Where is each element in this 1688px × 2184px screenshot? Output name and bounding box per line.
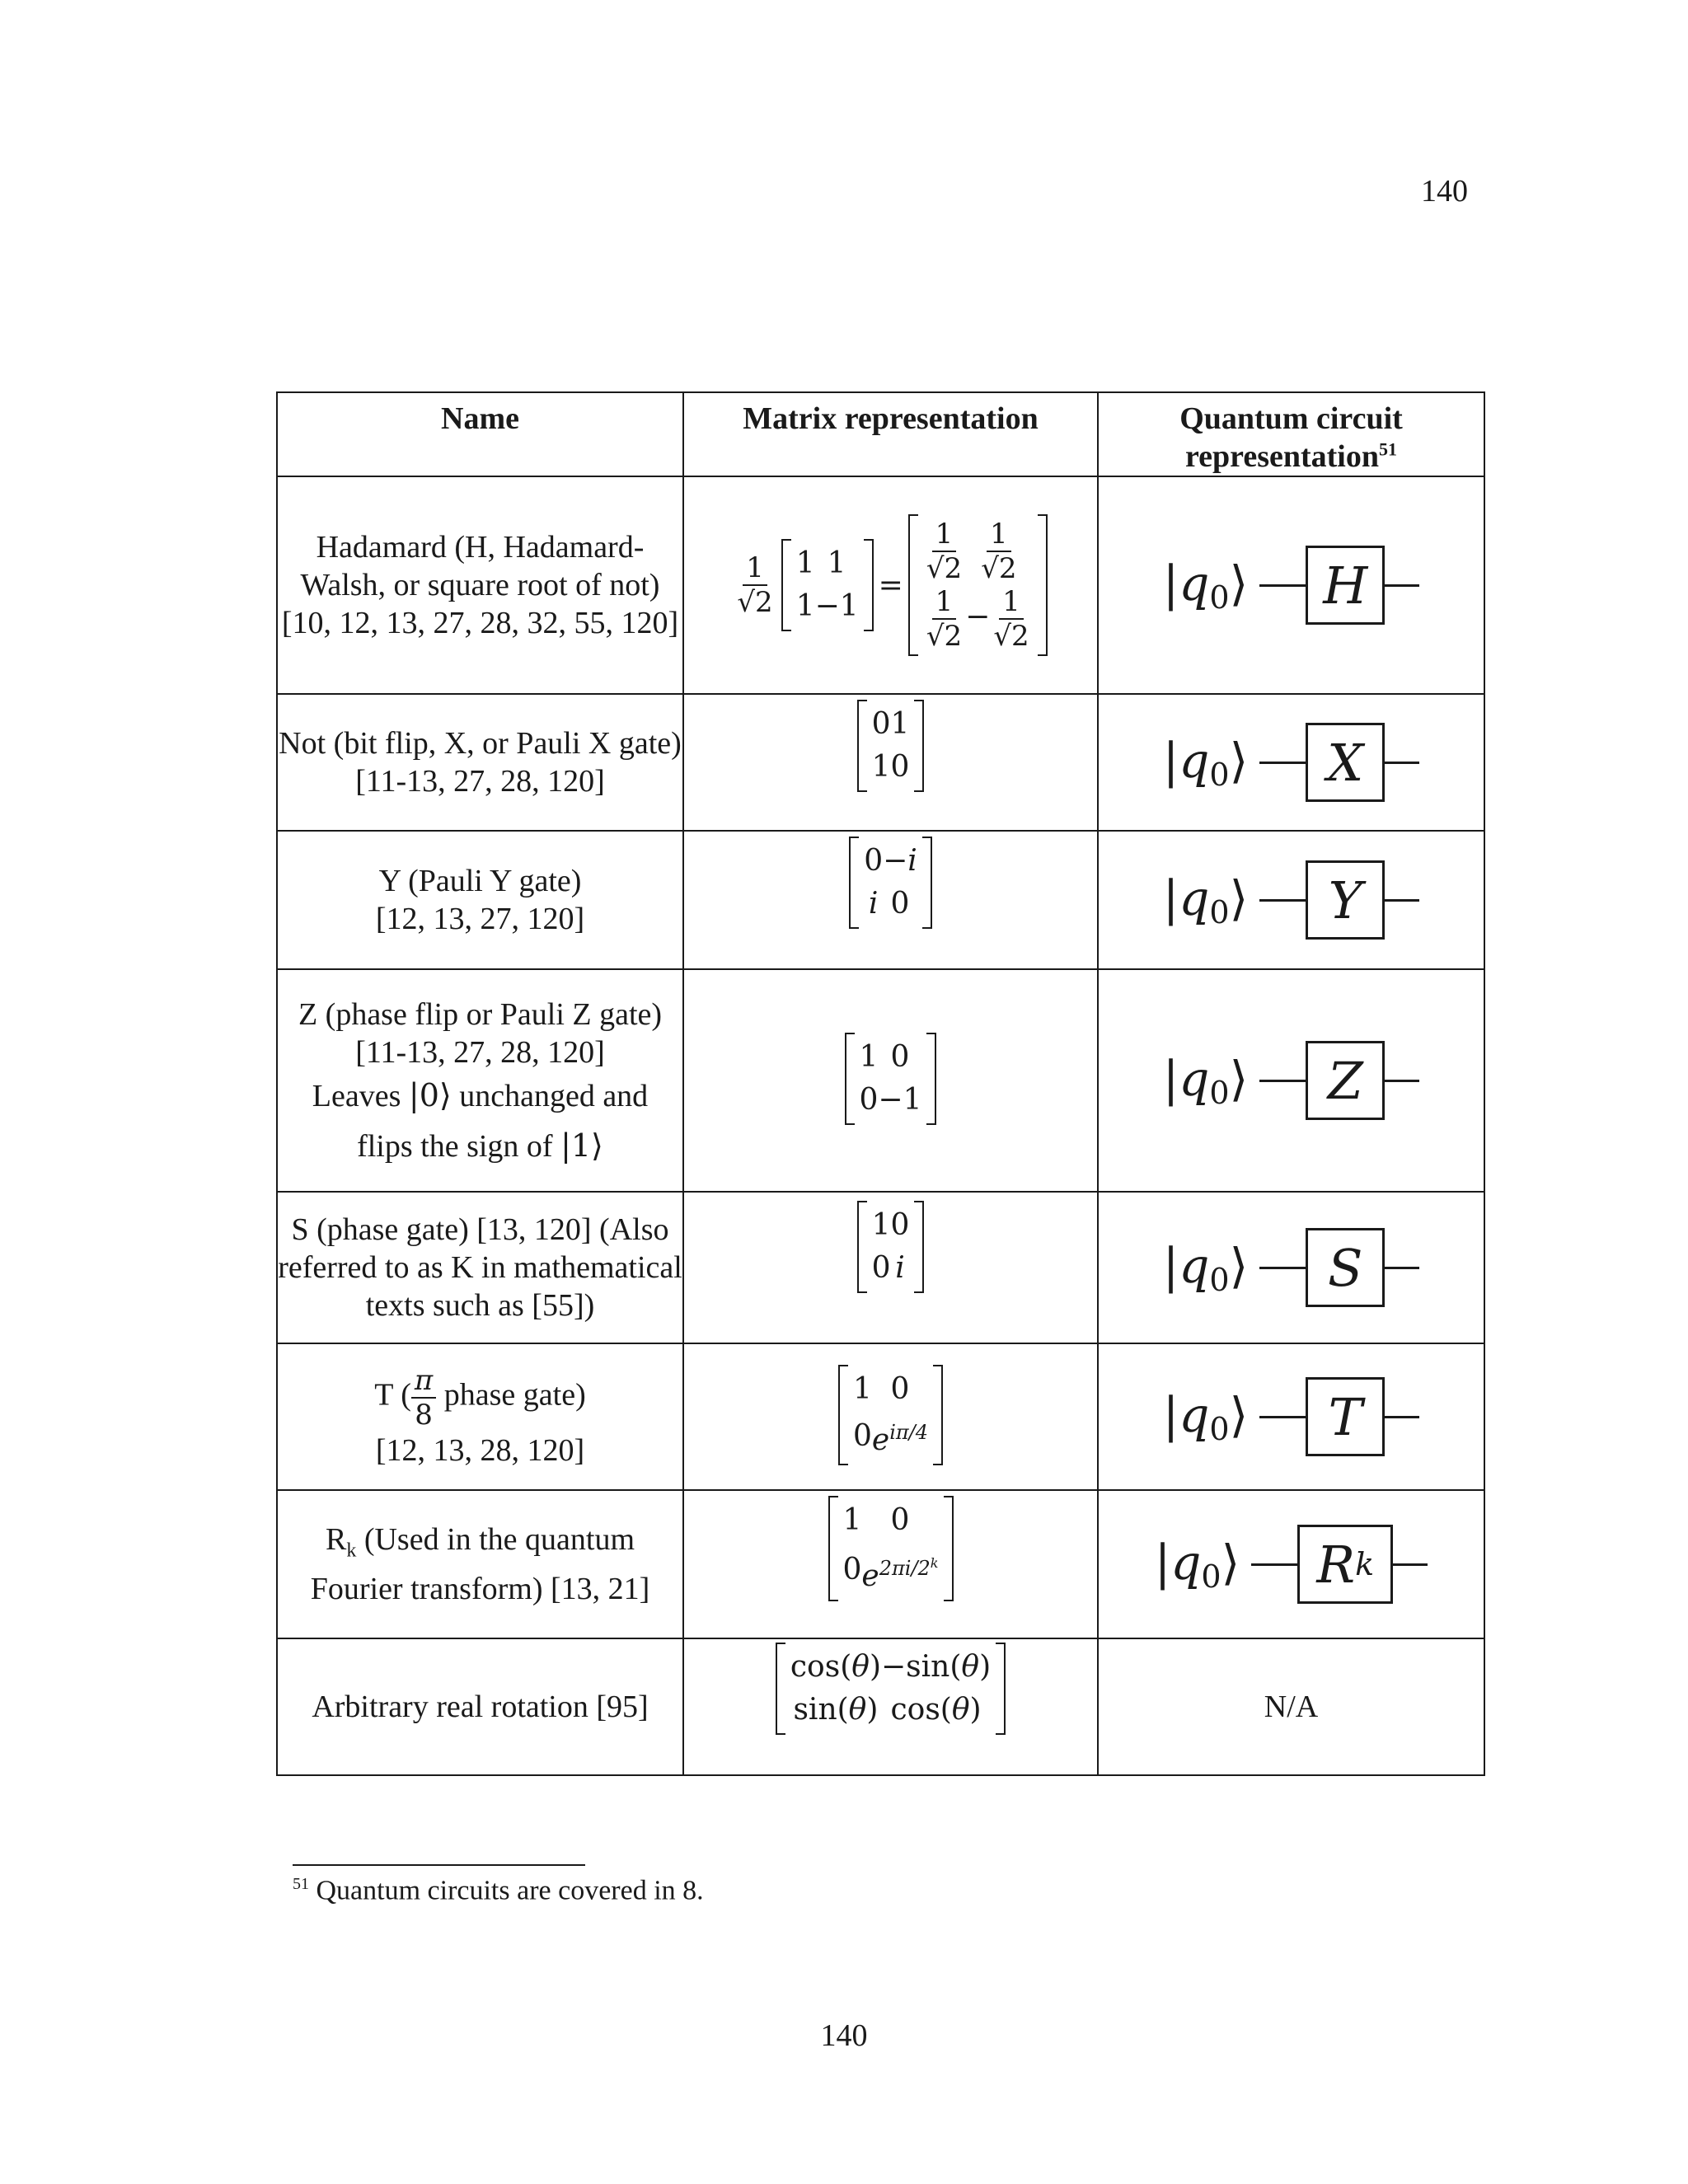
circuit-t: $|q_0⟩$ T: [1098, 1343, 1484, 1490]
footnote-number: 51: [293, 1875, 309, 1893]
circuit-y: $|q_0⟩$ Y: [1098, 831, 1484, 969]
gate-name-rk: $R_k$ (Used in the quantum Fourier transform) [13, 21]: [277, 1490, 683, 1638]
page-number-top: 140: [1421, 174, 1468, 209]
gate-name-rotation: Arbitrary real rotation [95]: [277, 1638, 683, 1775]
matrix-y: 0 −i i 0: [683, 831, 1098, 969]
gate-name-t: T ( $\frac{\pi}{8}$ phase gate) [12, 13, 28, 120]: [277, 1343, 683, 1490]
matrix-s: 1 0 0 i: [683, 1192, 1098, 1343]
footnote-mark: 51: [1379, 438, 1397, 460]
table-row: [277, 1343, 1484, 1490]
table-row: [277, 1638, 1484, 1775]
circuit-z: $|q_0⟩$ Z: [1098, 969, 1484, 1192]
header-matrix: Matrix representation: [683, 392, 1098, 476]
header-circuit-label: Quantum circuit representation: [1179, 401, 1403, 474]
footnote-divider: [293, 1864, 585, 1866]
circuit-x: $|q_0⟩$ X: [1098, 694, 1484, 831]
table-row: [277, 969, 1484, 1192]
gate-name-y: Y (Pauli Y gate) [12, 13, 27, 120]: [277, 831, 683, 969]
footnote-text: Quantum circuits are covered in 8.: [316, 1875, 704, 1906]
gate-name-z: Z (phase flip or Pauli Z gate) [11-13, 27, 28, 120] Leaves |0⟩ unchanged and flips the sign of |1⟩: [277, 969, 683, 1192]
gate-box-t: T: [1306, 1377, 1385, 1456]
gate-box-y: Y: [1306, 860, 1385, 940]
circuit-rotation-na: N/A: [1098, 1638, 1484, 1775]
table-row: [277, 831, 1484, 969]
footnote: [293, 1875, 704, 1906]
header-circuit: [1098, 392, 1484, 476]
circuit-hadamard: $|q_0⟩$ H: [1098, 476, 1484, 694]
table-row: [277, 694, 1484, 831]
header-name: Name: [277, 392, 683, 476]
matrix-rk: 1 0 0 $e^{2\pi i/2^k}$: [683, 1490, 1098, 1638]
gate-box-rk: R k: [1297, 1525, 1393, 1604]
matrix-t: 1 0 0 $e^{i\pi/4}$: [683, 1343, 1098, 1490]
gate-box-z: Z: [1306, 1041, 1385, 1120]
page-number-bottom: 140: [820, 2018, 868, 2053]
circuit-rk: $|q_0⟩$ R k: [1098, 1490, 1484, 1638]
matrix-hadamard: $\frac{1}{√2}$ 1 1 1 −1 = $\frac{1}{√2}$ $\frac{1}{√2}$ $\frac{1}{√2}$ − $\frac{1}{√2}$: [683, 476, 1098, 694]
gate-name-hadamard: Hadamard (H, Hadamard-Walsh, or square root of not) [10, 12, 13, 27, 28, 32, 55, 120]: [277, 476, 683, 694]
quantum-gates-table: [276, 391, 1485, 1776]
matrix-z: 1 0 0 −1: [683, 969, 1098, 1192]
gate-box-h: H: [1306, 546, 1385, 625]
gate-box-s: S: [1306, 1228, 1385, 1307]
circuit-s: $|q_0⟩$ S: [1098, 1192, 1484, 1343]
matrix-x: 0 1 1 0: [683, 694, 1098, 831]
table-row: [277, 1490, 1484, 1638]
gate-name-s: S (phase gate) [13, 120] (Also referred to as K in mathematical texts such as [55]): [277, 1192, 683, 1343]
table-header-row: [277, 392, 1484, 476]
table-row: [277, 1192, 1484, 1343]
gate-name-x: Not (bit flip, X, or Pauli X gate) [11-13, 27, 28, 120]: [277, 694, 683, 831]
gate-box-x: X: [1306, 723, 1385, 802]
matrix-rotation: cos(θ) −sin(θ) sin(θ) cos(θ): [683, 1638, 1098, 1775]
table-row: [277, 476, 1484, 694]
